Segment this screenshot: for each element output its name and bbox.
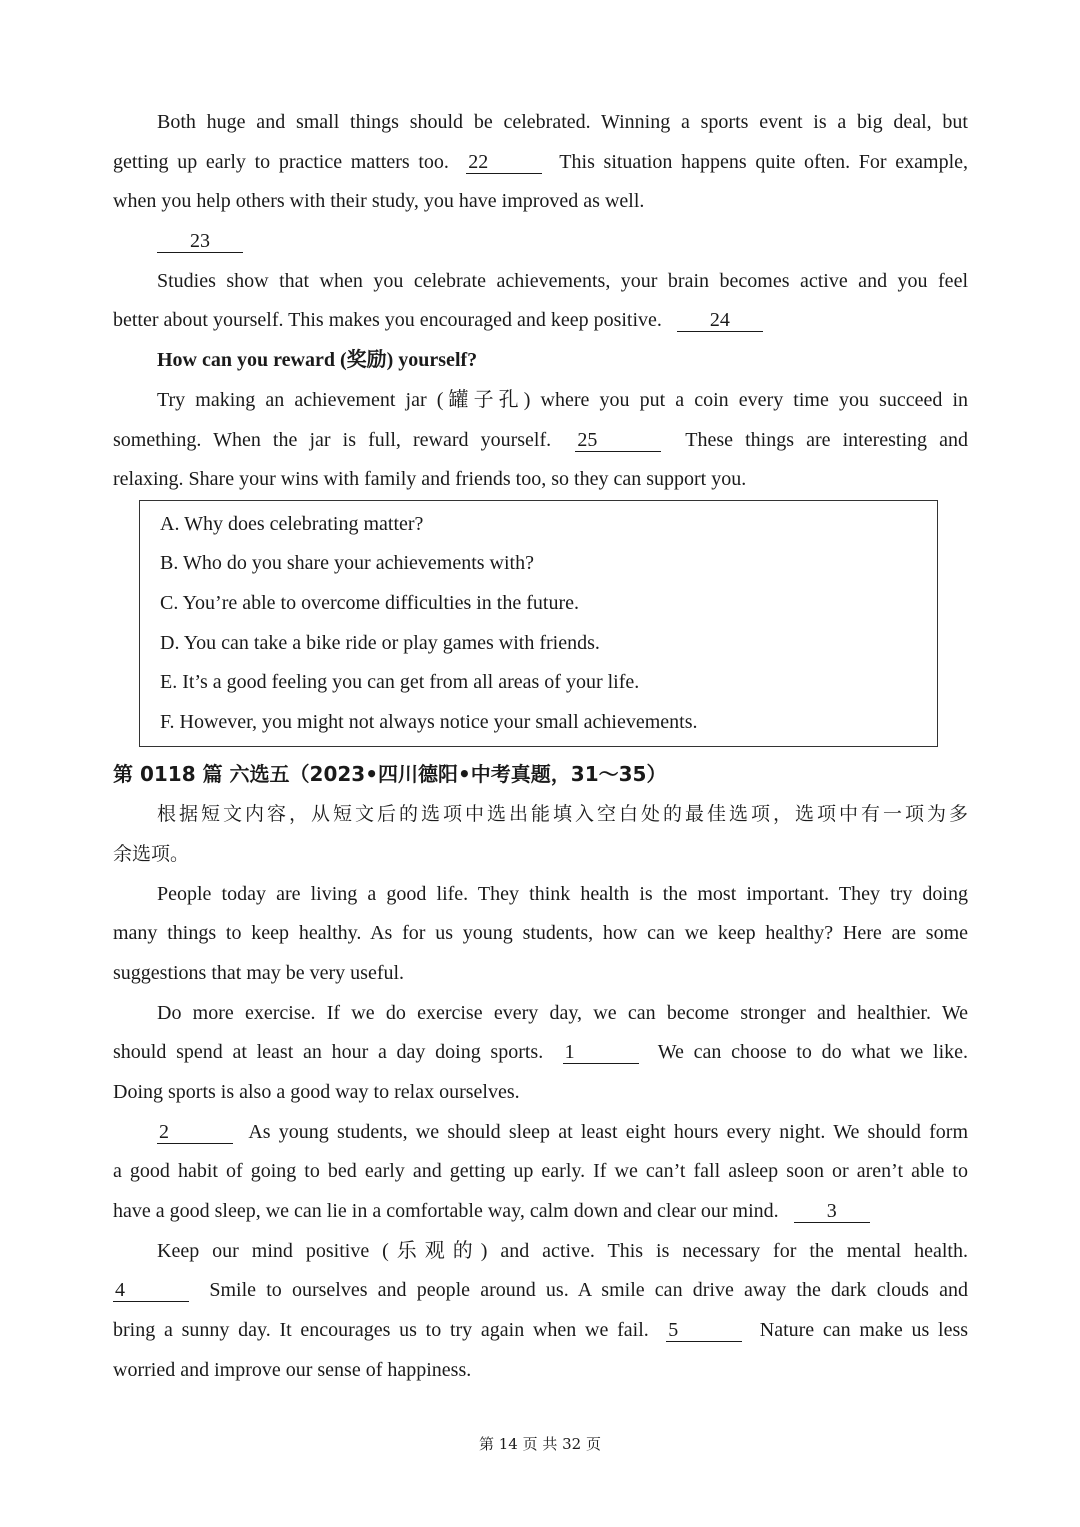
blank-2: 2: [157, 1121, 233, 1144]
text: better about yourself. This makes you encouraged and keep positive.: [113, 309, 662, 332]
blank-22: 22: [466, 151, 542, 174]
section-heading-text: 第 0118 篇 六选五（2023•四川德阳•中考真题，31～35）: [113, 762, 667, 787]
paragraph-line: worried and improve our sense of happiness.: [113, 1358, 472, 1381]
text: have a good sleep, we can lie in a comfortable way, calm down and clear our mind.: [113, 1200, 779, 1222]
subheading: How can you reward (奖励) yourself?: [157, 349, 478, 372]
text: getting up early to practice matters too.: [113, 150, 449, 173]
paragraph-line: many things to keep healthy. As for us young students, how can we keep healthy? Here are some: [113, 922, 968, 945]
text: This situation happens quite often. For example,: [559, 150, 968, 173]
blank-23: 23: [157, 230, 243, 253]
paragraph-line: Both huge and small things should be celebrated. Winning a sports event is a big deal, but: [157, 111, 968, 133]
option-item: D. You can take a bike ride or play games with friends.: [160, 631, 600, 654]
paragraph-line: [113, 421, 968, 461]
paragraph-line: [113, 1311, 968, 1351]
blank-5: 5: [666, 1319, 742, 1342]
instruction-line: 余选项。: [113, 842, 190, 865]
text: These things are interesting and: [685, 428, 968, 451]
paragraph-line: [113, 1113, 968, 1153]
option-item: B. Who do you share your achievements with?: [160, 552, 534, 575]
text: should spend at least an hour a day doing sports.: [113, 1041, 544, 1064]
blank-4: 4: [113, 1279, 189, 1302]
paragraph-line: [113, 143, 968, 183]
instruction-line: 根据短文内容，从短文后的选项中选出能填入空白处的最佳选项，选项中有一项为多: [157, 803, 968, 826]
paragraph-line: People today are living a good life. They think health is the most important. They try doing: [157, 882, 968, 905]
page-footer: 第 14 页 共 32 页: [478, 1435, 601, 1453]
text: Nature can make us less: [759, 1319, 968, 1342]
text: We can choose to do what we like.: [657, 1041, 968, 1064]
paragraph-line: relaxing. Share your wins with family and friends too, so they can support you.: [113, 468, 747, 491]
option-item: C. You’re able to overcome difficulties in the future.: [160, 592, 579, 615]
paragraph-line: [113, 301, 968, 341]
section-heading: [113, 755, 968, 795]
paragraph-line: suggestions that may be very useful.: [113, 961, 405, 984]
blank-1: 1: [563, 1041, 639, 1064]
option-item: F. However, you might not always notice your small achievements.: [160, 710, 698, 733]
paragraph-line: [113, 1271, 968, 1311]
blank-25: 25: [575, 429, 661, 452]
text: bring a sunny day. It encourages us to try again when we fail.: [113, 1319, 649, 1342]
paragraph-line: [113, 1192, 968, 1232]
option-item: A. Why does celebrating matter?: [160, 512, 424, 535]
text: As young students, we should sleep at least eight hours every night. We should form: [248, 1120, 968, 1143]
blank-3: 3: [794, 1200, 870, 1223]
document-page: [113, 103, 968, 1390]
option-item: E. It’s a good feeling you can get from all areas of your life.: [160, 671, 640, 694]
paragraph-line: Try making an achievement jar (罐子孔) where you put a coin every time you succeed in: [157, 388, 968, 411]
paragraph-line: a good habit of going to bed early and getting up early. If we can’t fall asleep soon or aren’t able to: [113, 1160, 968, 1183]
paragraph-line: Studies show that when you celebrate achievements, your brain becomes active and you feel: [157, 269, 968, 292]
paragraph-line: when you help others with their study, you have improved as well.: [113, 190, 645, 213]
paragraph-line: [113, 222, 968, 262]
paragraph-line: Doing sports is also a good way to relax ourselves.: [113, 1080, 520, 1103]
options-box: [139, 500, 938, 748]
blank-24: 24: [677, 309, 763, 332]
text: something. When the jar is full, reward yourself.: [113, 428, 552, 451]
paragraph-line: Keep our mind positive (乐观的) and active. This is necessary for the mental health.: [157, 1239, 968, 1262]
paragraph-line: [113, 1033, 968, 1073]
paragraph-line: Do more exercise. If we do exercise every day, we can become stronger and healthier. We: [157, 1001, 968, 1024]
text: Smile to ourselves and people around us. A smile can drive away the dark clouds and: [209, 1279, 968, 1302]
